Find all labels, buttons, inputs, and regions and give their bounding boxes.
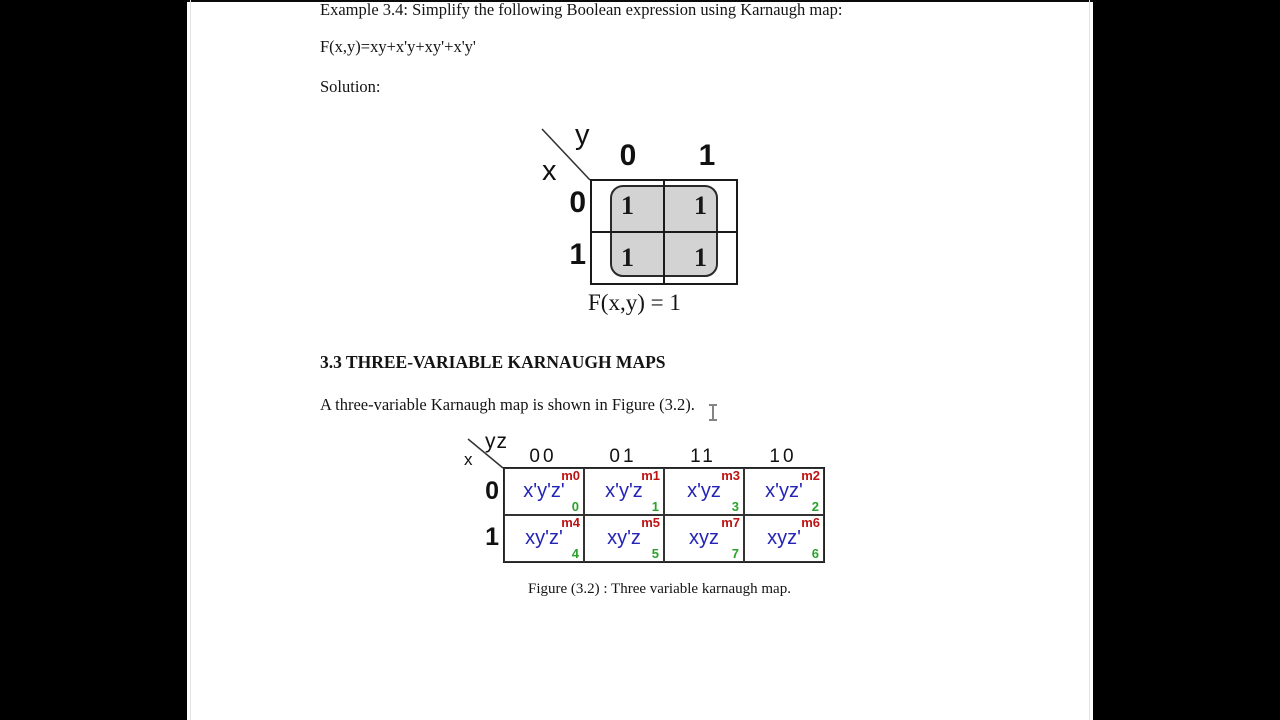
cell-expression: xy'z' [525, 527, 563, 549]
kmap3-cell-m0 [504, 468, 584, 515]
cell-number: 0 [571, 499, 579, 514]
kmap3-grid [503, 467, 825, 563]
kmap3-cell-m4 [504, 515, 584, 562]
figure-intro-text: A three-variable Karnaugh map is shown in Figure (3.2). [320, 395, 695, 414]
cell-expression: xyz' [767, 527, 801, 549]
cell-number: 4 [571, 546, 579, 561]
cell-number: 6 [811, 546, 819, 561]
kmap3-col-header: 00 [529, 446, 557, 467]
boolean-expression: F(x,y)=xy+x'y+xy'+x'y' [320, 37, 476, 56]
figure-caption: Figure (3.2) : Three variable karnaugh map. [528, 581, 791, 597]
kmap2-col-header: 1 [698, 139, 716, 172]
example-statement: Example 3.4: Simplify the following Boolean expression using Karnaugh map: [320, 0, 843, 19]
kmap3-col-header: 10 [769, 446, 797, 467]
kmap2-cell: 1 [621, 191, 634, 220]
two-variable-kmap-figure [535, 120, 755, 320]
page-left-edge [190, 0, 191, 720]
text-cursor-ibeam [708, 404, 718, 421]
minterm-label: m2 [801, 468, 820, 483]
minterm-label: m3 [721, 468, 740, 483]
kmap2-grid [590, 179, 738, 285]
solution-label: Solution: [320, 77, 381, 96]
document-page [187, 0, 1093, 720]
minterm-label: m5 [641, 515, 660, 530]
kmap2-cell: 1 [694, 243, 707, 272]
kmap3-col-header: 11 [690, 446, 716, 467]
kmap3-cell-m6 [744, 515, 824, 562]
cell-expression: xyz [689, 527, 719, 549]
minterm-label: m1 [641, 468, 660, 483]
kmap2-cell: 1 [621, 243, 634, 272]
kmap3-cell-m3 [664, 468, 744, 515]
cell-number: 7 [731, 546, 739, 561]
minterm-label: m6 [801, 515, 820, 530]
kmap3-row-header: 1 [485, 523, 499, 551]
cell-number: 1 [651, 499, 659, 514]
kmap3-cell-m2 [744, 468, 824, 515]
kmap3-row-var-label: x [464, 450, 473, 469]
cell-expression: xy'z [607, 527, 641, 549]
section-heading: 3.3 THREE-VARIABLE KARNAUGH MAPS [320, 352, 666, 372]
kmap2-cell: 1 [694, 191, 707, 220]
kmap2-row-header: 0 [569, 186, 586, 219]
page-right-edge [1089, 0, 1090, 720]
minterm-label: m4 [561, 515, 580, 530]
three-variable-kmap-figure [455, 430, 835, 570]
cell-expression: x'y'z' [523, 480, 565, 502]
kmap3-cell-m5 [584, 515, 664, 562]
cell-expression: x'yz [687, 480, 721, 502]
cell-expression: x'y'z [605, 480, 643, 502]
kmap2-row-header: 1 [569, 238, 586, 271]
minterm-label: m0 [561, 468, 580, 483]
kmap2-col-var-label: y [575, 119, 590, 151]
kmap3-col-header: 01 [609, 446, 637, 467]
kmap2-row-var-label: x [542, 155, 557, 187]
kmap2-col-header: 0 [619, 139, 637, 172]
cell-number: 3 [731, 499, 739, 514]
kmap3-cell-m7 [664, 515, 744, 562]
cell-expression: x'yz' [765, 480, 803, 502]
cell-number: 5 [651, 546, 659, 561]
cell-number: 2 [811, 499, 819, 514]
kmap3-cell-m1 [584, 468, 664, 515]
kmap3-col-var-label: yz [485, 430, 508, 453]
kmap3-row-header: 0 [485, 477, 499, 505]
kmap2-result: F(x,y) = 1 [588, 290, 681, 315]
minterm-label: m7 [721, 515, 740, 530]
